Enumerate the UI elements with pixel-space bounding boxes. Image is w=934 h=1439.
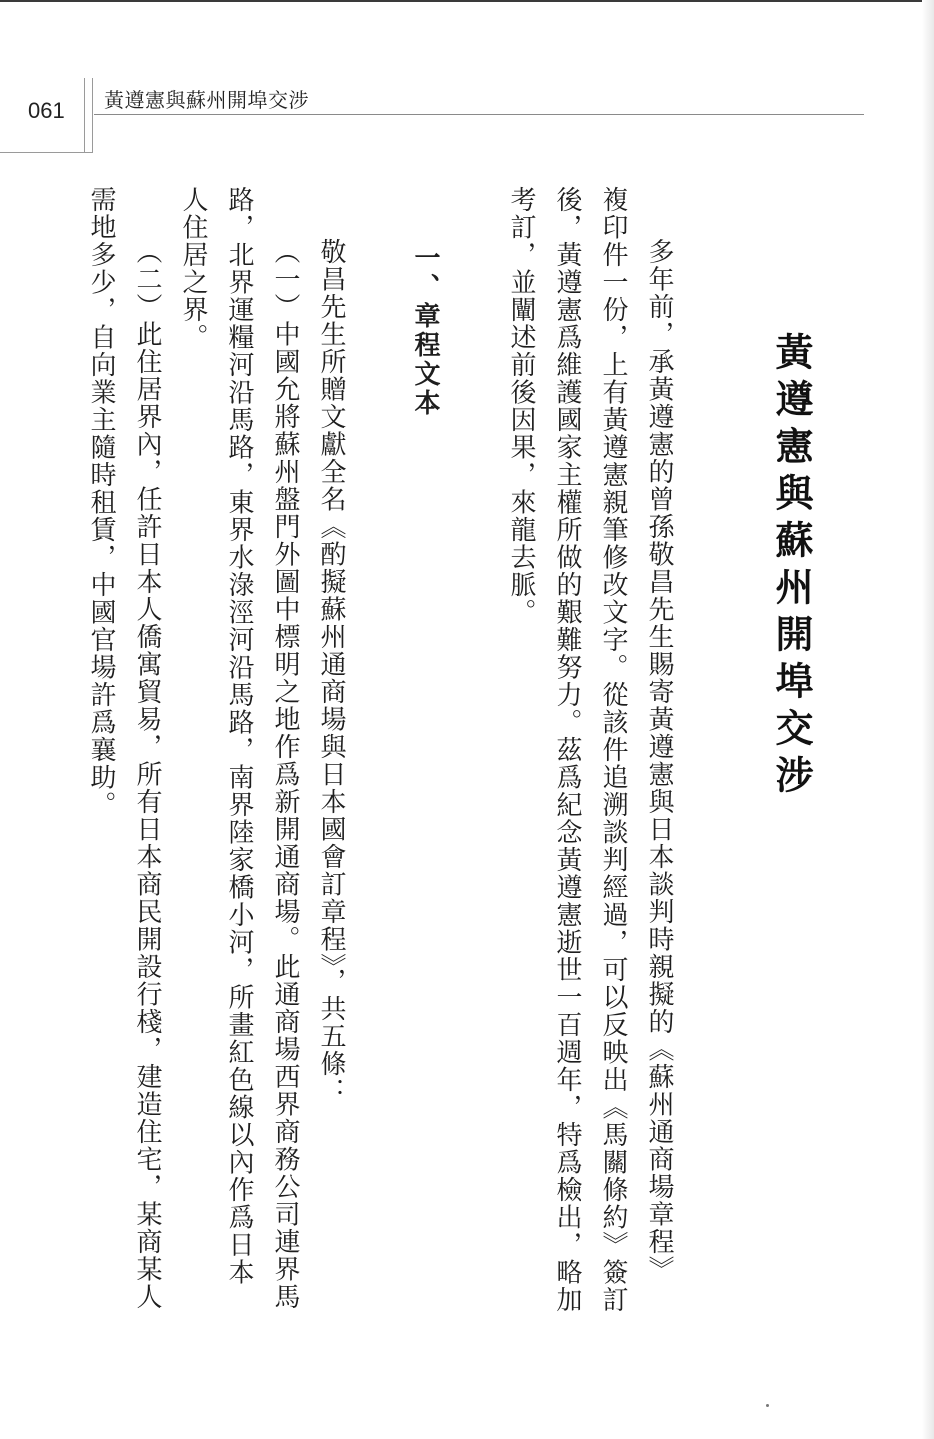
section-line-4: 人住居之界。: [178, 186, 208, 351]
intro-line-1: 多年前，承黃遵憲的曾孫敬昌先生賜寄黃遵憲與日本談判時親擬的《蘇州通商場章程》: [644, 238, 674, 1283]
intro-line-3: 後，黃遵憲爲維護國家主權所做的艱難努力。茲爲紀念黃遵憲逝世一百週年，特爲檢出，略加: [552, 186, 582, 1314]
intro-line-4: 考訂，並闡述前後因果，來龍去脈。: [506, 186, 536, 626]
section-line-2: （一）中國允將蘇州盤門外圖中標明之地作爲新開通商場。此通商場西界商務公司連界馬: [270, 238, 300, 1311]
scan-speck: [766, 1404, 769, 1407]
header-divider: [84, 78, 93, 152]
scan-top-edge: [0, 0, 934, 2]
section-heading: 一、章程文本: [410, 244, 440, 418]
header-rule: [94, 114, 864, 115]
section-line-3: 路，北界運糧河沿馬路，東界水淥涇河沿馬路，南界陸家橋小河，所畫紅色線以內作爲日本: [224, 186, 254, 1286]
section-line-1: 敬昌先生所贈文獻全名《酌擬蘇州通商場與日本國會訂章程》，共五條：: [316, 238, 346, 1105]
page-number: 061: [28, 98, 65, 123]
article-title: 黃遵憲與蘇州開埠交涉: [769, 332, 814, 802]
section-line-5: （二）此住居界內，任許日本人僑寓貿易，所有日本商民開設行棧，建造住宅，某商某人: [132, 238, 162, 1311]
scan-right-shadow: [922, 0, 934, 1439]
intro-line-2: 複印件一份，上有黃遵憲親筆修改文字。從該件追溯談判經過，可以反映出《馬關條約》簽訂: [598, 186, 628, 1314]
section-line-6: 需地多少，自向業主隨時租賃，中國官場許爲襄助。: [86, 186, 116, 819]
running-title: 黃遵憲與蘇州開埠交涉: [104, 88, 309, 112]
